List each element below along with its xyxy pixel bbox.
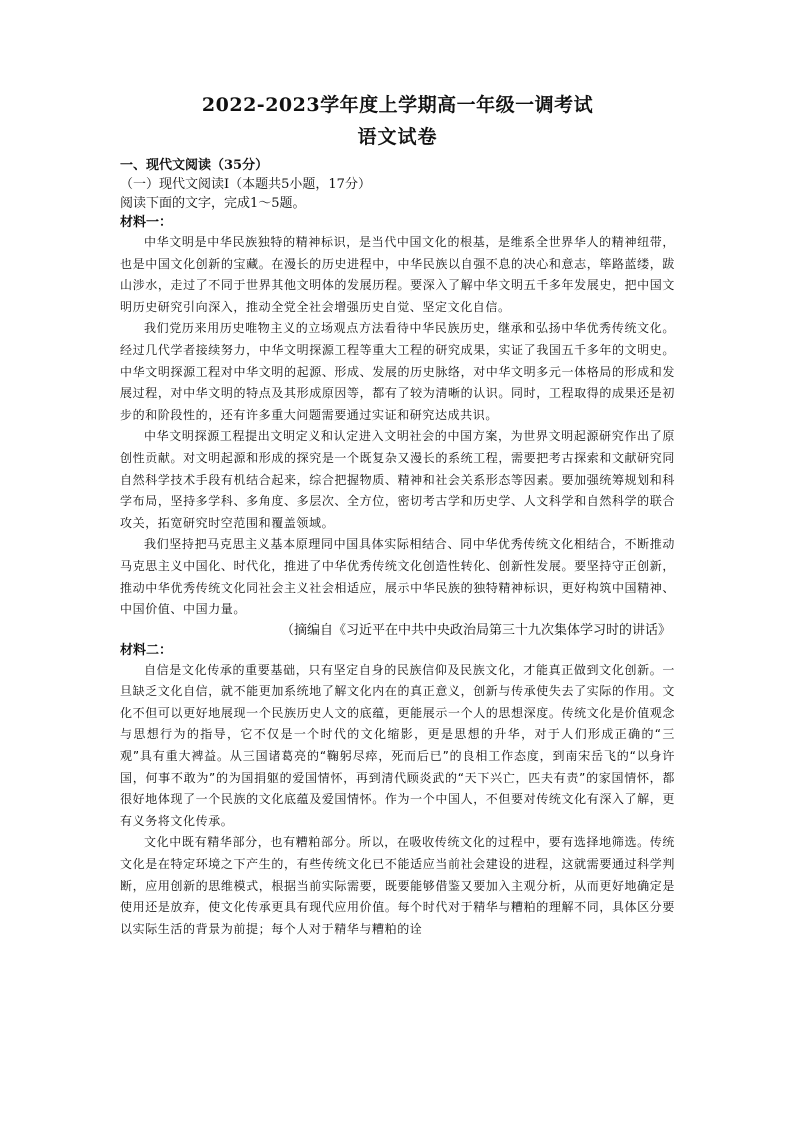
material-one-source: （摘编自《习近平在中共中央政治局第三十九次集体学习时的讲话》 bbox=[280, 622, 671, 638]
material-one-paragraph: 我们坚持把马克思主义基本原理同中国具体实际相结合、同中华优秀传统文化相结合，不断推动马克思主义中国化、时代化，推进了中华优秀传统文化创造性转化、创新性发展。要坚持守正创新，推动中华优秀传统文化同社会主义社会相适应，展示中华民族的独特精神标识，更好构筑中国精神、中国价值、中国力量。 bbox=[120, 537, 675, 617]
section-subheading: （一）现代文阅读Ⅰ（本题共5小题，17分） bbox=[120, 177, 371, 192]
exam-subtitle: 语文试卷 bbox=[357, 126, 438, 148]
section-heading: 一、现代文阅读（35分） bbox=[120, 158, 269, 173]
exam-page bbox=[120, 92, 675, 940]
material-one-paragraph: 我们党历来用历史唯物主义的立场观点方法看待中华民族历史，继承和弘扬中华优秀传统文化。经过几代学者接续努力，中华文明探源工程等重大工程的研究成果，实证了我国五千多年的文明史。中华文明探源工程对中华文明的起源、形成、发展的历史脉络，对中华文明多元一体格局的形成和发展过程，对中华文明的特点及其形成原因等，都有了较为清晰的认识。同时，工程取得的成果还是初步的和阶段性的，还有许多重大问题需要通过实证和研究达成共识。 bbox=[120, 321, 675, 422]
material-one-paragraph: 中华文明是中华民族独特的精神标识，是当代中国文化的根基，是维系全世界华人的精神纽带，也是中国文化创新的宝藏。在漫长的历史进程中，中华民族以自强不息的决心和意志，筚路蓝缕，跋山涉水，走过了不同于世界其他文明体的发展历程。要深入了解中华文明五千多年发展史，把中国文明历史研究引向深入，推动全党全社会增强历史自觉、坚定文化自信。 bbox=[120, 235, 675, 314]
reading-instruction: 阅读下面的文字，完成1～5题。 bbox=[120, 196, 306, 211]
exam-title: 2022-2023学年度上学期高一年级一调考试 bbox=[201, 94, 594, 116]
material-two-label: 材料二： bbox=[120, 642, 173, 658]
material-two-paragraph: 自信是文化传承的重要基础，只有坚定自身的民族信仰及民族文化，才能真正做到文化创新。一旦缺乏文化自信，就不能更加系统地了解文化内在的真正意义，创新与传承使失去了实际的作用。文化不但可以更好地展现一个民族历史人文的底蕴，更能展示一个人的思想深度。传统文化是价值观念与思想行为的指导，它不仅是一个时代的文化缩影，更是思想的升华，对于人们形成正确的“三观”具有重大裨益。从三国诸葛亮的“鞠躬尽瘁，死而后已”的良相工作态度，到南宋岳飞的“以身许国，何事不敢为”的为国捐躯的爱国情怀，再到清代顾炎武的“天下兴亡，匹夫有责”的家国情怀，都很好地体现了一个民族的文化底蕴及爱国情怀。作为一个中国人，不但要对传统文化有深入了解，更有义务将文化传承。 bbox=[120, 662, 675, 828]
material-one-label: 材料一： bbox=[120, 215, 173, 230]
material-one-paragraph: 中华文明探源工程提出文明定义和认定进入文明社会的中国方案，为世界文明起源研究作出了原创性贡献。对文明起源和形成的探究是一个既复杂又漫长的系统工程，需要把考古探索和文献研究同自然科学技术手段有机结合起来，综合把握物质、精神和社会关系形态等因素。要加强统筹规划和科学布局，坚持多学科、多角度、多层次、全方位，密切考古学和历史学、人文科学和自然科学的联合攻关，拓宽研究时空范围和覆盖领域。 bbox=[120, 429, 675, 530]
material-two-paragraph: 文化中既有精华部分，也有糟粕部分。所以，在吸收传统文化的过程中，要有选择地筛选。传统文化是在特定环境之下产生的，有些传统文化已不能适应当前社会建设的进程，这就需要通过科学判断，应用创新的思维模式，根据当前实际需要，既要能够借鉴又要加入主观分析，从而更好地确定是使用还是放弃，使文化传承更具有现代应用价值。每个时代对于精华与糟粕的理解不同，具体区分要以实际生活的背景为前提；每个人对于精华与糟粕的诠 bbox=[120, 835, 675, 936]
